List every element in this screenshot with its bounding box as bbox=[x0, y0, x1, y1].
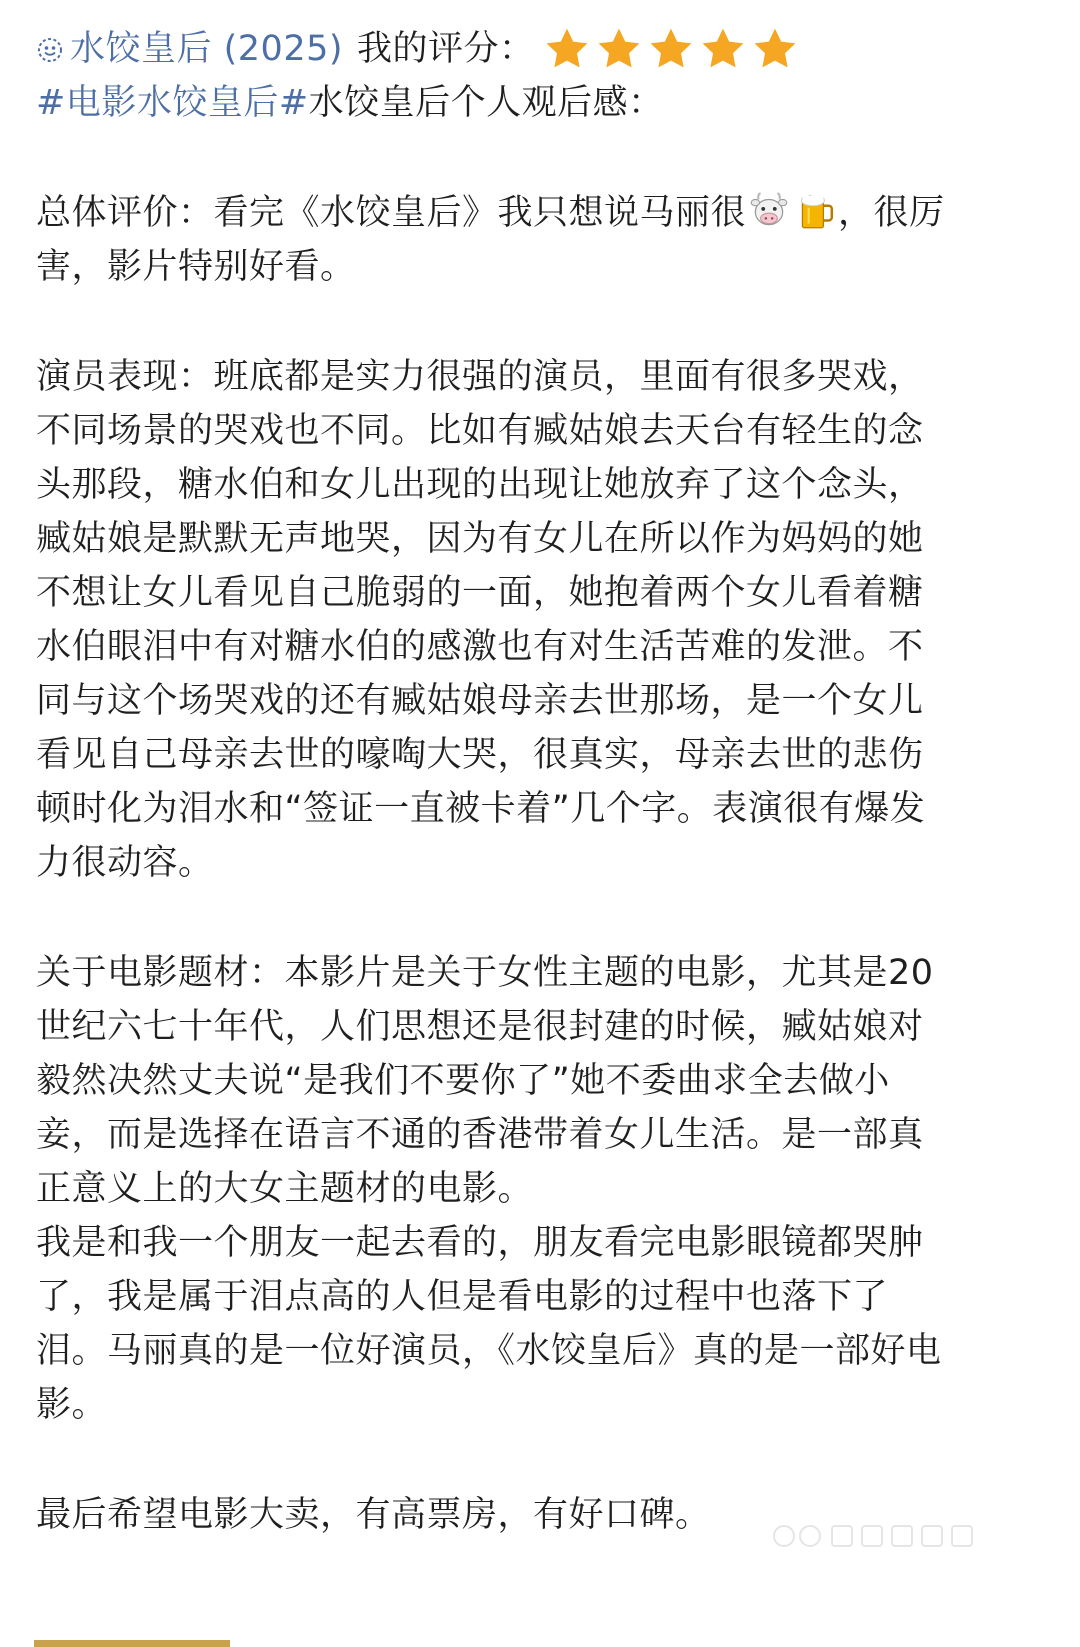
theme-line: 关于电影题材：本影片是关于女性主题的电影，尤其是20 bbox=[36, 953, 934, 993]
rating-row bbox=[36, 22, 1046, 76]
star-icon bbox=[595, 25, 643, 73]
theme-line: 妾，而是选择在语言不通的香港带着女儿生活。是一部真 bbox=[36, 1115, 924, 1155]
star-icon bbox=[699, 25, 747, 73]
actors-line: 同与这个场哭戏的还有臧姑娘母亲去世那场，是一个女儿 bbox=[36, 681, 924, 721]
weibo-post bbox=[36, 22, 1046, 1542]
paragraph-gap bbox=[36, 294, 1046, 350]
theme-line: 毅然决然丈夫说“是我们不要你了”她不委曲求全去做小 bbox=[36, 1061, 890, 1101]
watermark-icon bbox=[770, 1517, 1000, 1555]
rating-label: 我的评分： bbox=[357, 29, 535, 69]
paragraph-gap bbox=[36, 130, 1046, 186]
hashtag-link[interactable]: #电影水饺皇后# bbox=[36, 83, 309, 123]
actors-line: 不想让女儿看见自己脆弱的一面，她抱着两个女儿看着糖 bbox=[36, 573, 924, 613]
actors-line: 看见自己母亲去世的嚎啕大哭，很真实，母亲去世的悲伤 bbox=[36, 735, 924, 775]
actors-line: 演员表现：班底都是实力很强的演员，里面有很多哭戏， bbox=[36, 357, 924, 397]
image-preview-edge bbox=[34, 1640, 230, 1647]
theme-line: 泪。马丽真的是一位好演员，《水饺皇后》真的是一部好电 bbox=[36, 1331, 942, 1371]
tagline-text: 水饺皇后个人观后感： bbox=[308, 83, 664, 123]
paragraph-gap bbox=[36, 890, 1046, 946]
overall-text-b: ，很厉 bbox=[838, 193, 945, 233]
actors-line: 水伯眼泪中有对糖水伯的感激也有对生活苦难的发泄。不 bbox=[36, 627, 924, 667]
star-icon bbox=[751, 25, 799, 73]
star-rating bbox=[543, 25, 799, 73]
actors-line: 力很动容。 bbox=[36, 843, 214, 883]
star-icon bbox=[647, 25, 695, 73]
actors-line: 顿时化为泪水和“签证一直被卡着”几个字。表演很有爆发 bbox=[36, 789, 926, 829]
tag-line bbox=[36, 76, 1046, 130]
actors-line: 臧姑娘是默默无声地哭，因为有女儿在所以作为妈妈的她 bbox=[36, 519, 924, 559]
theme-line: 影。 bbox=[36, 1385, 108, 1425]
cow-emoji bbox=[748, 190, 790, 232]
movie-title-link[interactable]: 水饺皇后 (2025) bbox=[70, 29, 344, 69]
overall-line-1 bbox=[36, 186, 1046, 240]
actors-line: 不同场景的哭戏也不同。比如有臧姑娘去天台有轻生的念 bbox=[36, 411, 924, 451]
star-icon bbox=[543, 25, 591, 73]
overall-text-a: 总体评价：看完《水饺皇后》我只想说马丽很 bbox=[36, 193, 747, 233]
theme-line: 我是和我一个朋友一起去看的，朋友看完电影眼镜都哭肿 bbox=[36, 1223, 924, 1263]
closing-line: 最后希望电影大卖，有高票房，有好口碑。 bbox=[36, 1495, 711, 1535]
actors-line: 头那段，糖水伯和女儿出现的出现让她放弃了这个念头， bbox=[36, 465, 924, 505]
overall-line-2: 害，影片特别好看。 bbox=[36, 247, 356, 287]
theme-line: 世纪六七十年代，人们思想还是很封建的时候，臧姑娘对 bbox=[36, 1007, 924, 1047]
beer-emoji bbox=[794, 190, 836, 232]
paragraph-gap bbox=[36, 1432, 1046, 1488]
theme-line: 正意义上的大女主题材的电影。 bbox=[36, 1169, 534, 1209]
movie-link[interactable] bbox=[36, 22, 343, 76]
theme-line: 了，我是属于泪点高的人但是看电影的过程中也落下了 bbox=[36, 1277, 889, 1317]
movie-link-icon bbox=[36, 36, 64, 64]
